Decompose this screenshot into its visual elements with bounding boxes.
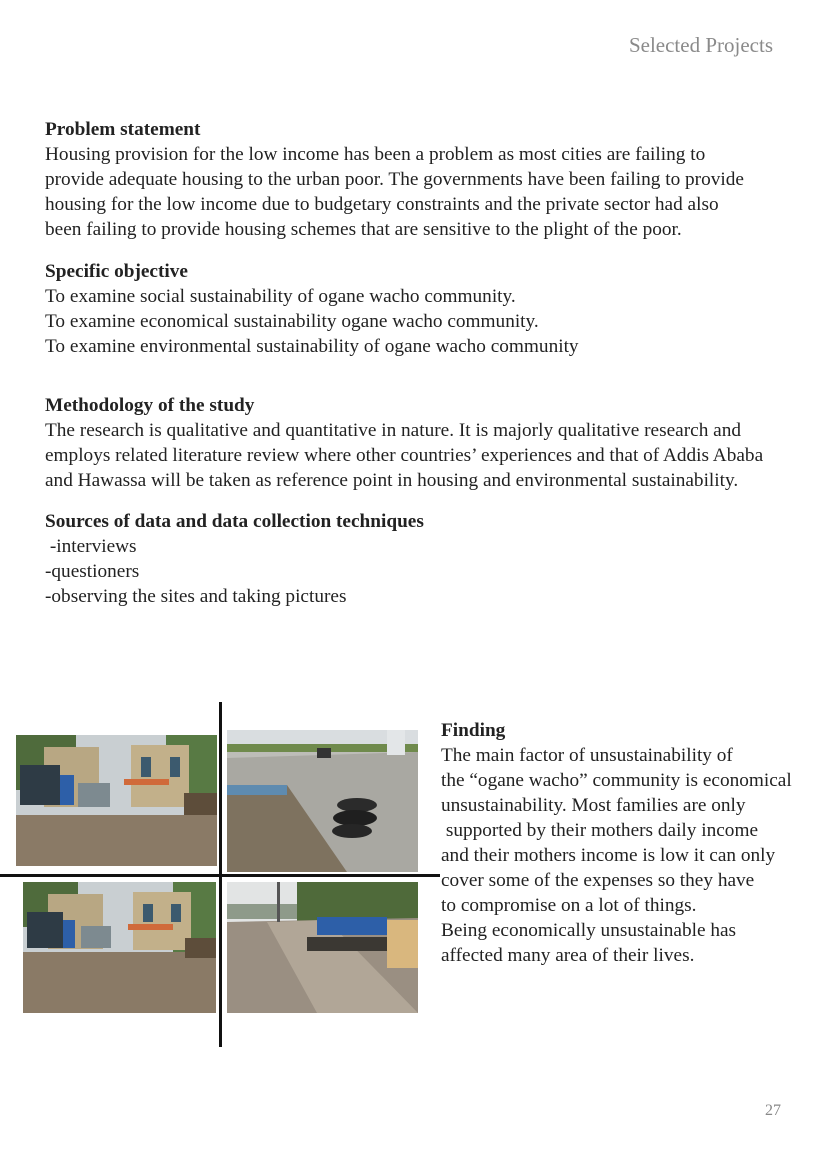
- finding-heading: Finding: [441, 720, 506, 741]
- page-number: 27: [765, 1102, 781, 1119]
- problem-line: Housing provision for the low income has been a problem as most cities are failing to: [45, 144, 706, 165]
- specific-objective-heading: Specific objective: [45, 261, 188, 282]
- problem-statement-section: [45, 117, 744, 242]
- objective-line: To examine social sustainability of ogane wacho community.: [45, 286, 516, 307]
- finding-section: [441, 718, 792, 968]
- finding-line: Being economically unsustainable has: [441, 920, 737, 941]
- photo-grid-horizontal-divider: [0, 874, 440, 877]
- finding-line: the “ogane wacho” community is economical: [441, 770, 792, 791]
- methodology-section: [45, 393, 763, 493]
- site-photo-houses-2: [23, 882, 216, 1013]
- methodology-line: employs related literature review where other countries’ experiences and that of Addis Ababa: [45, 445, 764, 466]
- data-source-item: -questioners: [45, 561, 140, 582]
- data-source-item: -interviews: [45, 536, 137, 557]
- objective-line: To examine economical sustainability ogane wacho community.: [45, 311, 539, 332]
- finding-line: to compromise on a lot of things.: [441, 895, 697, 916]
- problem-line: housing for the low income due to budgetary constraints and the private sector had also: [45, 194, 719, 215]
- problem-line: been failing to provide housing schemes that are sensitive to the plight of the poor.: [45, 219, 682, 240]
- objective-line: To examine environmental sustainability of ogane wacho community: [45, 336, 579, 357]
- site-photo-houses: [16, 735, 217, 866]
- methodology-line: and Hawassa will be taken as reference point in housing and environmental sustainability.: [45, 470, 739, 491]
- finding-line: and their mothers income is low it can only: [441, 845, 776, 866]
- methodology-heading: Methodology of the study: [45, 395, 255, 416]
- finding-line: cover some of the expenses so they have: [441, 870, 755, 891]
- site-photo-roadside: [227, 882, 418, 1013]
- finding-line: unsustainability. Most families are only: [441, 795, 746, 816]
- finding-line: The main factor of unsustainability of: [441, 745, 733, 766]
- site-photo-road: [227, 730, 418, 872]
- problem-statement-heading: Problem statement: [45, 119, 201, 140]
- methodology-line: The research is qualitative and quantitative in nature. It is majorly qualitative research and: [45, 420, 741, 441]
- problem-line: provide adequate housing to the urban poor. The governments have been failing to provide: [45, 169, 744, 190]
- finding-line: supported by their mothers daily income: [441, 820, 759, 841]
- data-source-item: -observing the sites and taking pictures: [45, 586, 347, 607]
- specific-objective-section: [45, 259, 579, 359]
- running-header: Selected Projects: [628, 33, 773, 57]
- data-sources-section: [45, 509, 424, 609]
- data-sources-heading: Sources of data and data collection techniques: [45, 511, 424, 532]
- finding-line: affected many area of their lives.: [441, 945, 695, 966]
